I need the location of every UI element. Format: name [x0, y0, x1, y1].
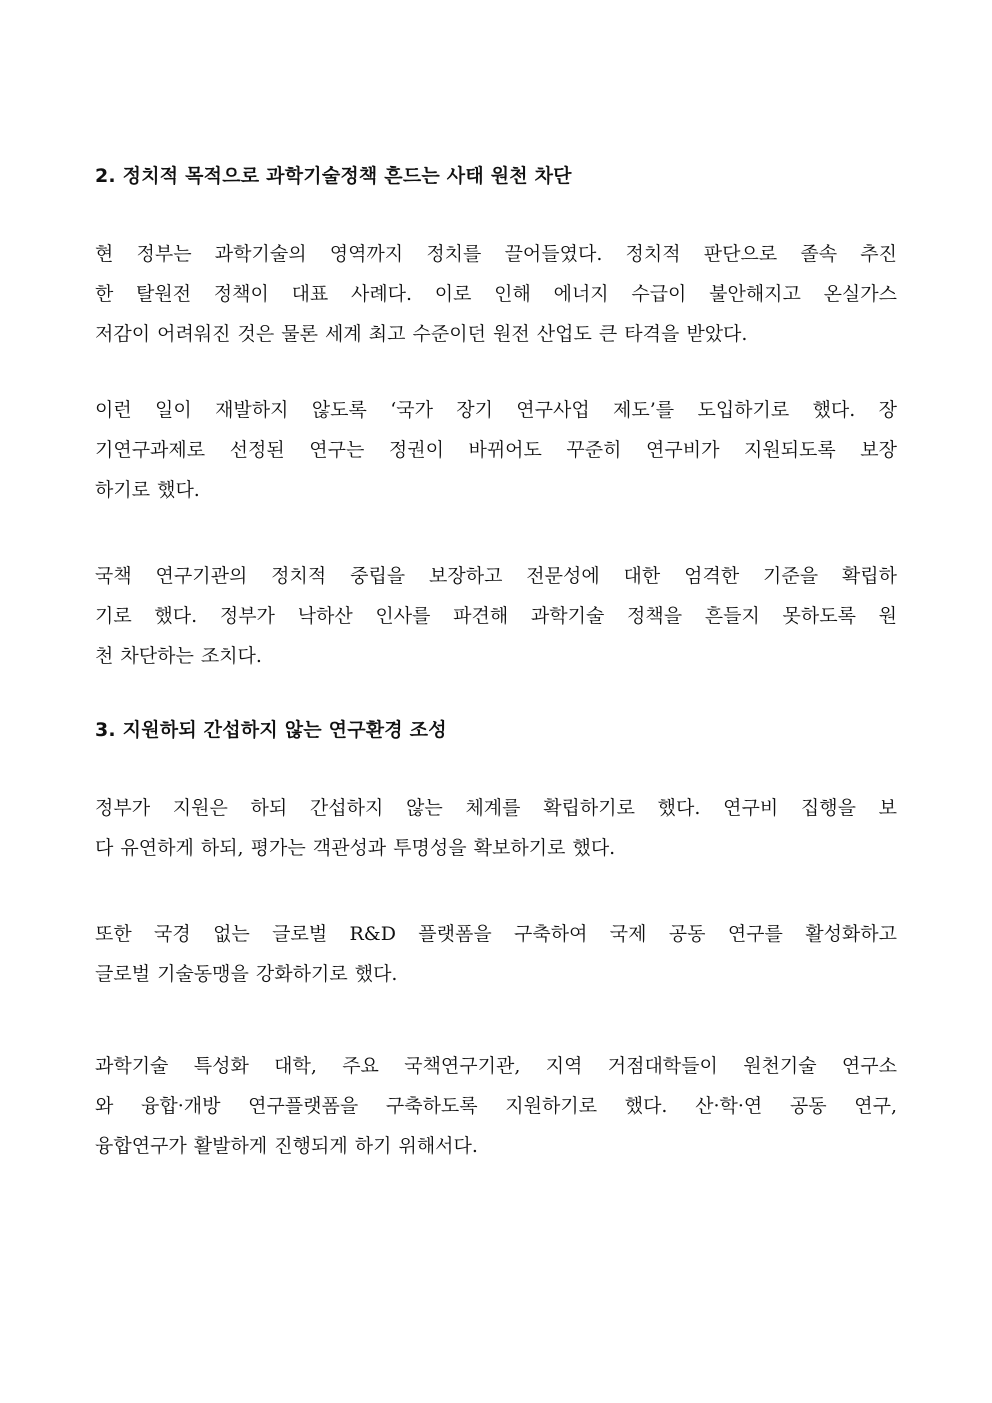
paragraph-line: 기연구과제로 선정된 연구는 정권이 바뀌어도 꾸준히 연구비가 지원되도록 보장 — [95, 439, 897, 461]
paragraph — [95, 788, 897, 868]
paragraph-line: 기로 했다. 정부가 낙하산 인사를 파견해 과학기술 정책을 흔들지 못하도록 원 — [95, 605, 897, 627]
paragraph-line: 국책 연구기관의 정치적 중립을 보장하고 전문성에 대한 엄격한 기준을 확립하 — [95, 565, 897, 587]
paragraph-line: 과학기술 특성화 대학, 주요 국책연구기관, 지역 거점대학들이 원천기술 연구소 — [95, 1055, 897, 1077]
paragraph-line: 천 차단하는 조치다. — [95, 645, 262, 667]
paragraph — [95, 556, 897, 676]
paragraph-line: 한 탈원전 정책이 대표 사례다. 이로 인해 에너지 수급이 불안해지고 온실가스 — [95, 283, 897, 305]
paragraph-line: 다 유연하게 하되, 평가는 객관성과 투명성을 확보하기로 했다. — [95, 837, 616, 859]
paragraph-line: 저감이 어려워진 것은 물론 세계 최고 수준이던 원전 산업도 큰 타격을 받았다. — [95, 323, 748, 345]
paragraph-line: 와 융합·개방 연구플랫폼을 구축하도록 지원하기로 했다. 산·학·연 공동 연구, — [95, 1095, 897, 1117]
paragraph-line: 하기로 했다. — [95, 479, 200, 501]
paragraph — [95, 914, 897, 994]
paragraph-line: 이런 일이 재발하지 않도록 ‘국가 장기 연구사업 제도’를 도입하기로 했다. 장 — [95, 399, 897, 421]
paragraph-line: 현 정부는 과학기술의 영역까지 정치를 끌어들였다. 정치적 판단으로 졸속 추진 — [95, 243, 897, 265]
paragraph-line: 또한 국경 없는 글로벌 R&D 플랫폼을 구축하여 국제 공동 연구를 활성화하고 — [95, 923, 897, 945]
section-heading: 3. 지원하되 간섭하지 않는 연구환경 조성 — [95, 719, 447, 741]
paragraph — [95, 390, 897, 510]
paragraph — [95, 234, 897, 354]
paragraph-line: 융합연구가 활발하게 진행되게 하기 위해서다. — [95, 1135, 478, 1157]
section-heading: 2. 정치적 목적으로 과학기술정책 흔드는 사태 원천 차단 — [95, 165, 572, 187]
paragraph-line: 정부가 지원은 하되 간섭하지 않는 체계를 확립하기로 했다. 연구비 집행을 보 — [95, 797, 897, 819]
paragraph — [95, 1046, 897, 1166]
paragraph-line: 글로벌 기술동맹을 강화하기로 했다. — [95, 963, 398, 985]
